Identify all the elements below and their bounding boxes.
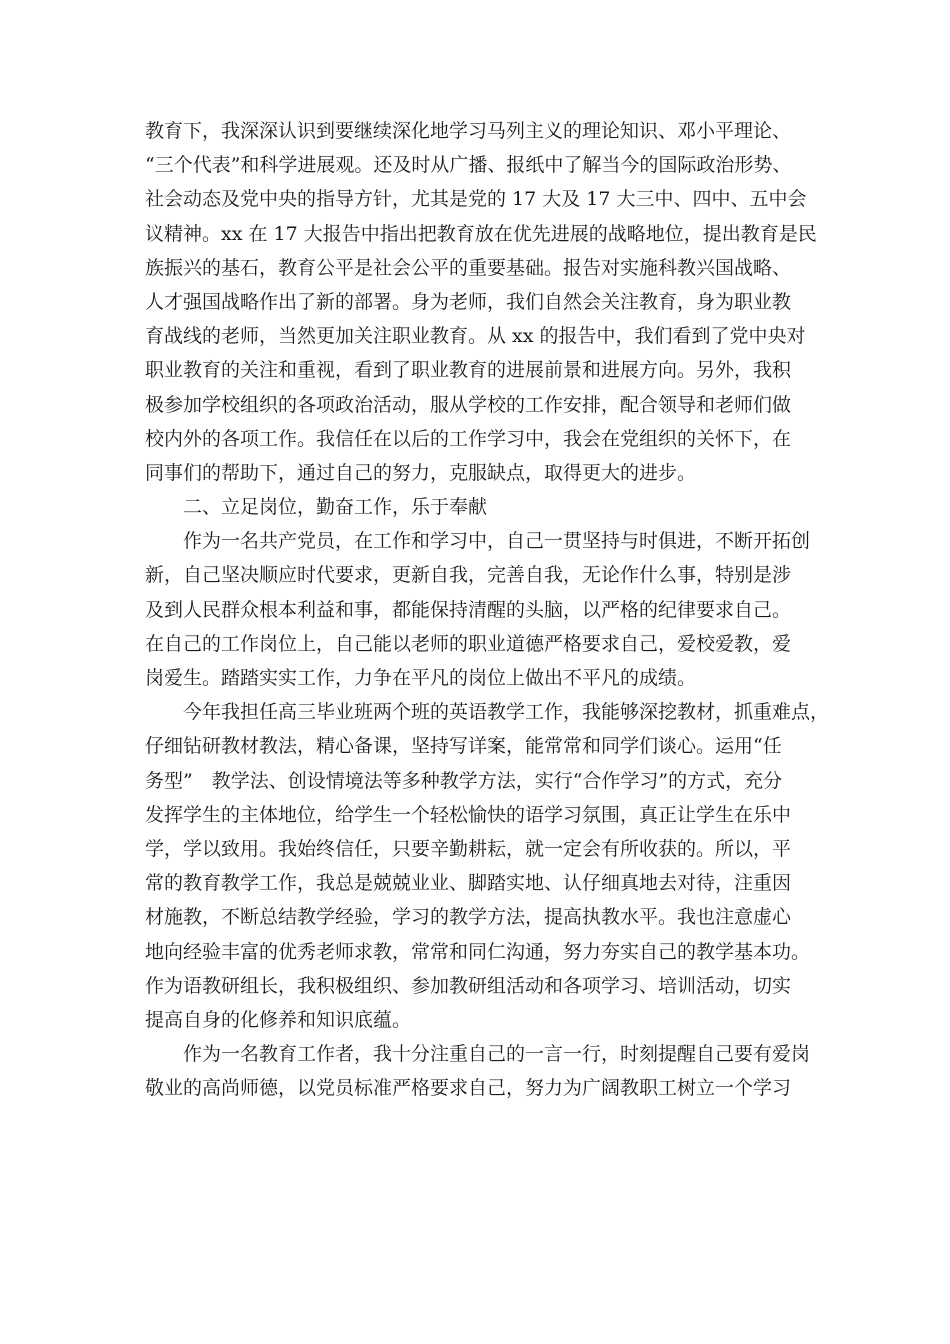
text-line-22: 学，学以致用。我始终信任，只要辛勤耕耘，就一定会有所收获的。所以，平: [145, 837, 792, 860]
text-line-16: 在自己的工作岗位上，自己能以老师的职业道德严格要求自己，爱校爱教，爱: [145, 632, 792, 655]
text-line-26: 作为语教研组长，我积极组织、参加教研组活动和各项学习、培训活动，切实: [145, 974, 792, 997]
text-line-24: 材施教，不断总结教学经验，学习的教学方法，提高执教水平。我也注意虚心: [145, 906, 792, 929]
text-line-5: 族振兴的基石，教育公平是社会公平的重要基础。报告对实施科教兴国战略、: [145, 256, 792, 279]
text-line-23: 常的教育教学工作，我总是兢兢业业、脚踏实地、认仔细真地去对待，注重因: [145, 872, 792, 895]
text-line-3: 社会动态及党中央的指导方针，尤其是党的 17 大及 17 大三中、四中、五中会: [145, 188, 807, 211]
text-line-15: 及到人民群众根本利益和事，都能保持清醒的头脑，以严格的纪律要求自己。: [145, 598, 792, 621]
text-line-10: 校内外的各项工作。我信任在以后的工作学习中，我会在党组织的关怀下，在: [145, 427, 792, 450]
body-text: [145, 114, 830, 1105]
text-line-19: 仔细钻研教材教法，精心备课，坚持写详案，能常常和同学们谈心。运用“任: [145, 735, 782, 758]
text-line-28: 作为一名教育工作者，我十分注重自己的一言一行，时刻提醒自己要有爱岗: [145, 1043, 811, 1066]
text-line-1: 教育下，我深深认识到要继续深化地学习马列主义的理论知识、邓小平理论、: [145, 120, 792, 142]
text-line-9: 极参加学校组织的各项政治活动，服从学校的工作安排，配合领导和老师们做: [145, 393, 792, 416]
text-line-25: 地向经验丰富的优秀老师求教，常常和同仁沟通，努力夯实自己的教学基本功。: [145, 940, 811, 963]
text-line-29: 敬业的高尚师德，以党员标准严格要求自己，努力为广阔教职工树立一个学习: [145, 1077, 792, 1100]
text-line-17: 岗爱生。踏踏实实工作，力争在平凡的岗位上做出不平凡的成绩。: [145, 667, 697, 689]
section-heading: 二、立足岗位，勤奋工作，乐于奉献: [145, 496, 488, 519]
text-line-8: 职业教育的关注和重视，看到了职业教育的进展前景和进展方向。另外，我积: [145, 359, 792, 382]
text-line-27: 提高自身的化修养和知识底蕴。: [145, 1008, 412, 1031]
text-line-20: 务型” 教学法、创设情境法等多种教学方法，实行“合作学习”的方式，充分: [145, 769, 783, 792]
text-line-4: 议精神。xx 在 17 大报告中指出把教育放在优先进展的战略地位，提出教育是民: [145, 222, 817, 245]
text-line-21: 发挥学生的主体地位，给学生一个轻松愉快的语学习氛围，真正让学生在乐中: [145, 803, 792, 826]
text-line-11: 同事们的帮助下，通过自己的努力，克服缺点，取得更大的进步。: [145, 461, 697, 484]
text-line-14: 新，自己坚决顺应时代要求，更新自我，完善自我，无论作什么事，特别是涉: [145, 564, 792, 587]
text-line-7: 育战线的老师，当然更加关注职业教育。从 xx 的报告中，我们看到了党中央对: [145, 325, 806, 348]
text-line-6: 人才强国战略作出了新的部署。身为老师，我们自然会关注教育，身为职业教: [145, 290, 792, 313]
text-line-18: 今年我担任高三毕业班两个班的英语教学工作，我能够深挖教材，抓重难点，: [145, 701, 830, 724]
text-line-2: “三个代表”和科学进展观。还及时从广播、报纸中了解当今的国际政治形势、: [145, 154, 792, 177]
text-line-13: 作为一名共产党员，在工作和学习中，自己一贯坚持与时俱进，不断开拓创: [145, 530, 811, 553]
